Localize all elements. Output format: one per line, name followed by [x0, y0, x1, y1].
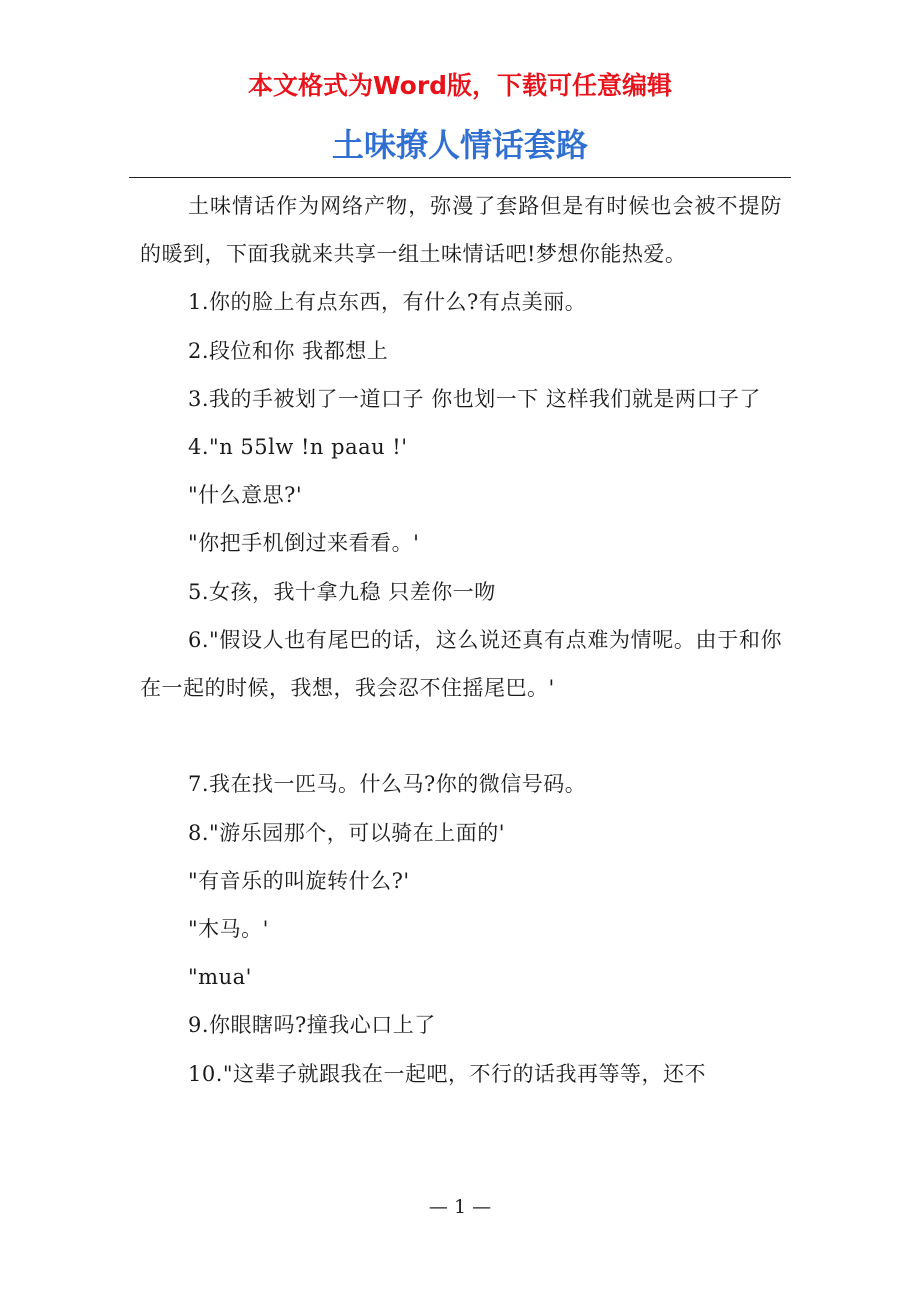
paragraph-line-6: 6."假设人也有尾巴的话，这么说还真有点难为情呢。由于和你在一起的时候，我想，我会忍不住摇尾巴。'	[140, 627, 782, 701]
paragraph-line-1: 1.你的脸上有点东西，有什么?有点美丽。	[188, 290, 587, 315]
paragraph-line-4: 4."n 55lw !n paau !'	[188, 435, 408, 460]
paragraph-line-8: 8."游乐园那个，可以骑在上面的'	[188, 820, 505, 845]
paragraph-line-8-question: "有音乐的叫旋转什么?'	[188, 868, 410, 893]
page-number: — 1 —	[428, 1196, 492, 1218]
paragraph-line-8-kiss: "mua'	[188, 965, 252, 990]
document-body	[140, 182, 782, 1098]
download-notice: 本文格式为Word版，下载可任意编辑	[247, 71, 673, 100]
paragraph-line-7: 7.我在找一匹马。什么马?你的微信号码。	[188, 772, 587, 797]
paragraph-line-2: 2.段位和你 我都想上	[188, 338, 389, 363]
paragraph-line-10: 10."这辈子就跟我在一起吧，不行的话我再等等，还不	[188, 1061, 707, 1086]
title-divider	[129, 177, 791, 178]
paragraph-line-9: 9.你眼瞎吗?撞我心口上了	[188, 1013, 436, 1038]
paragraph-line-4-answer: "你把手机倒过来看看。'	[188, 531, 420, 556]
intro-paragraph: 土味情话作为网络产物，弥漫了套路但是有时候也会被不提防的暖到，下面我就来共享一组土味情话吧!梦想你能热爱。	[140, 194, 782, 267]
paragraph-line-8-answer: "木马。'	[188, 917, 269, 942]
document-title: 土味撩人情话套路	[331, 126, 588, 164]
paragraph-line-3: 3.我的手被划了一道口子 你也划一下 这样我们就是两口子了	[188, 386, 761, 411]
blank-line	[140, 712, 782, 760]
paragraph-line-5: 5.女孩，我十拿九稳 只差你一吻	[188, 579, 496, 604]
paragraph-line-4-question: "什么意思?'	[188, 483, 303, 508]
